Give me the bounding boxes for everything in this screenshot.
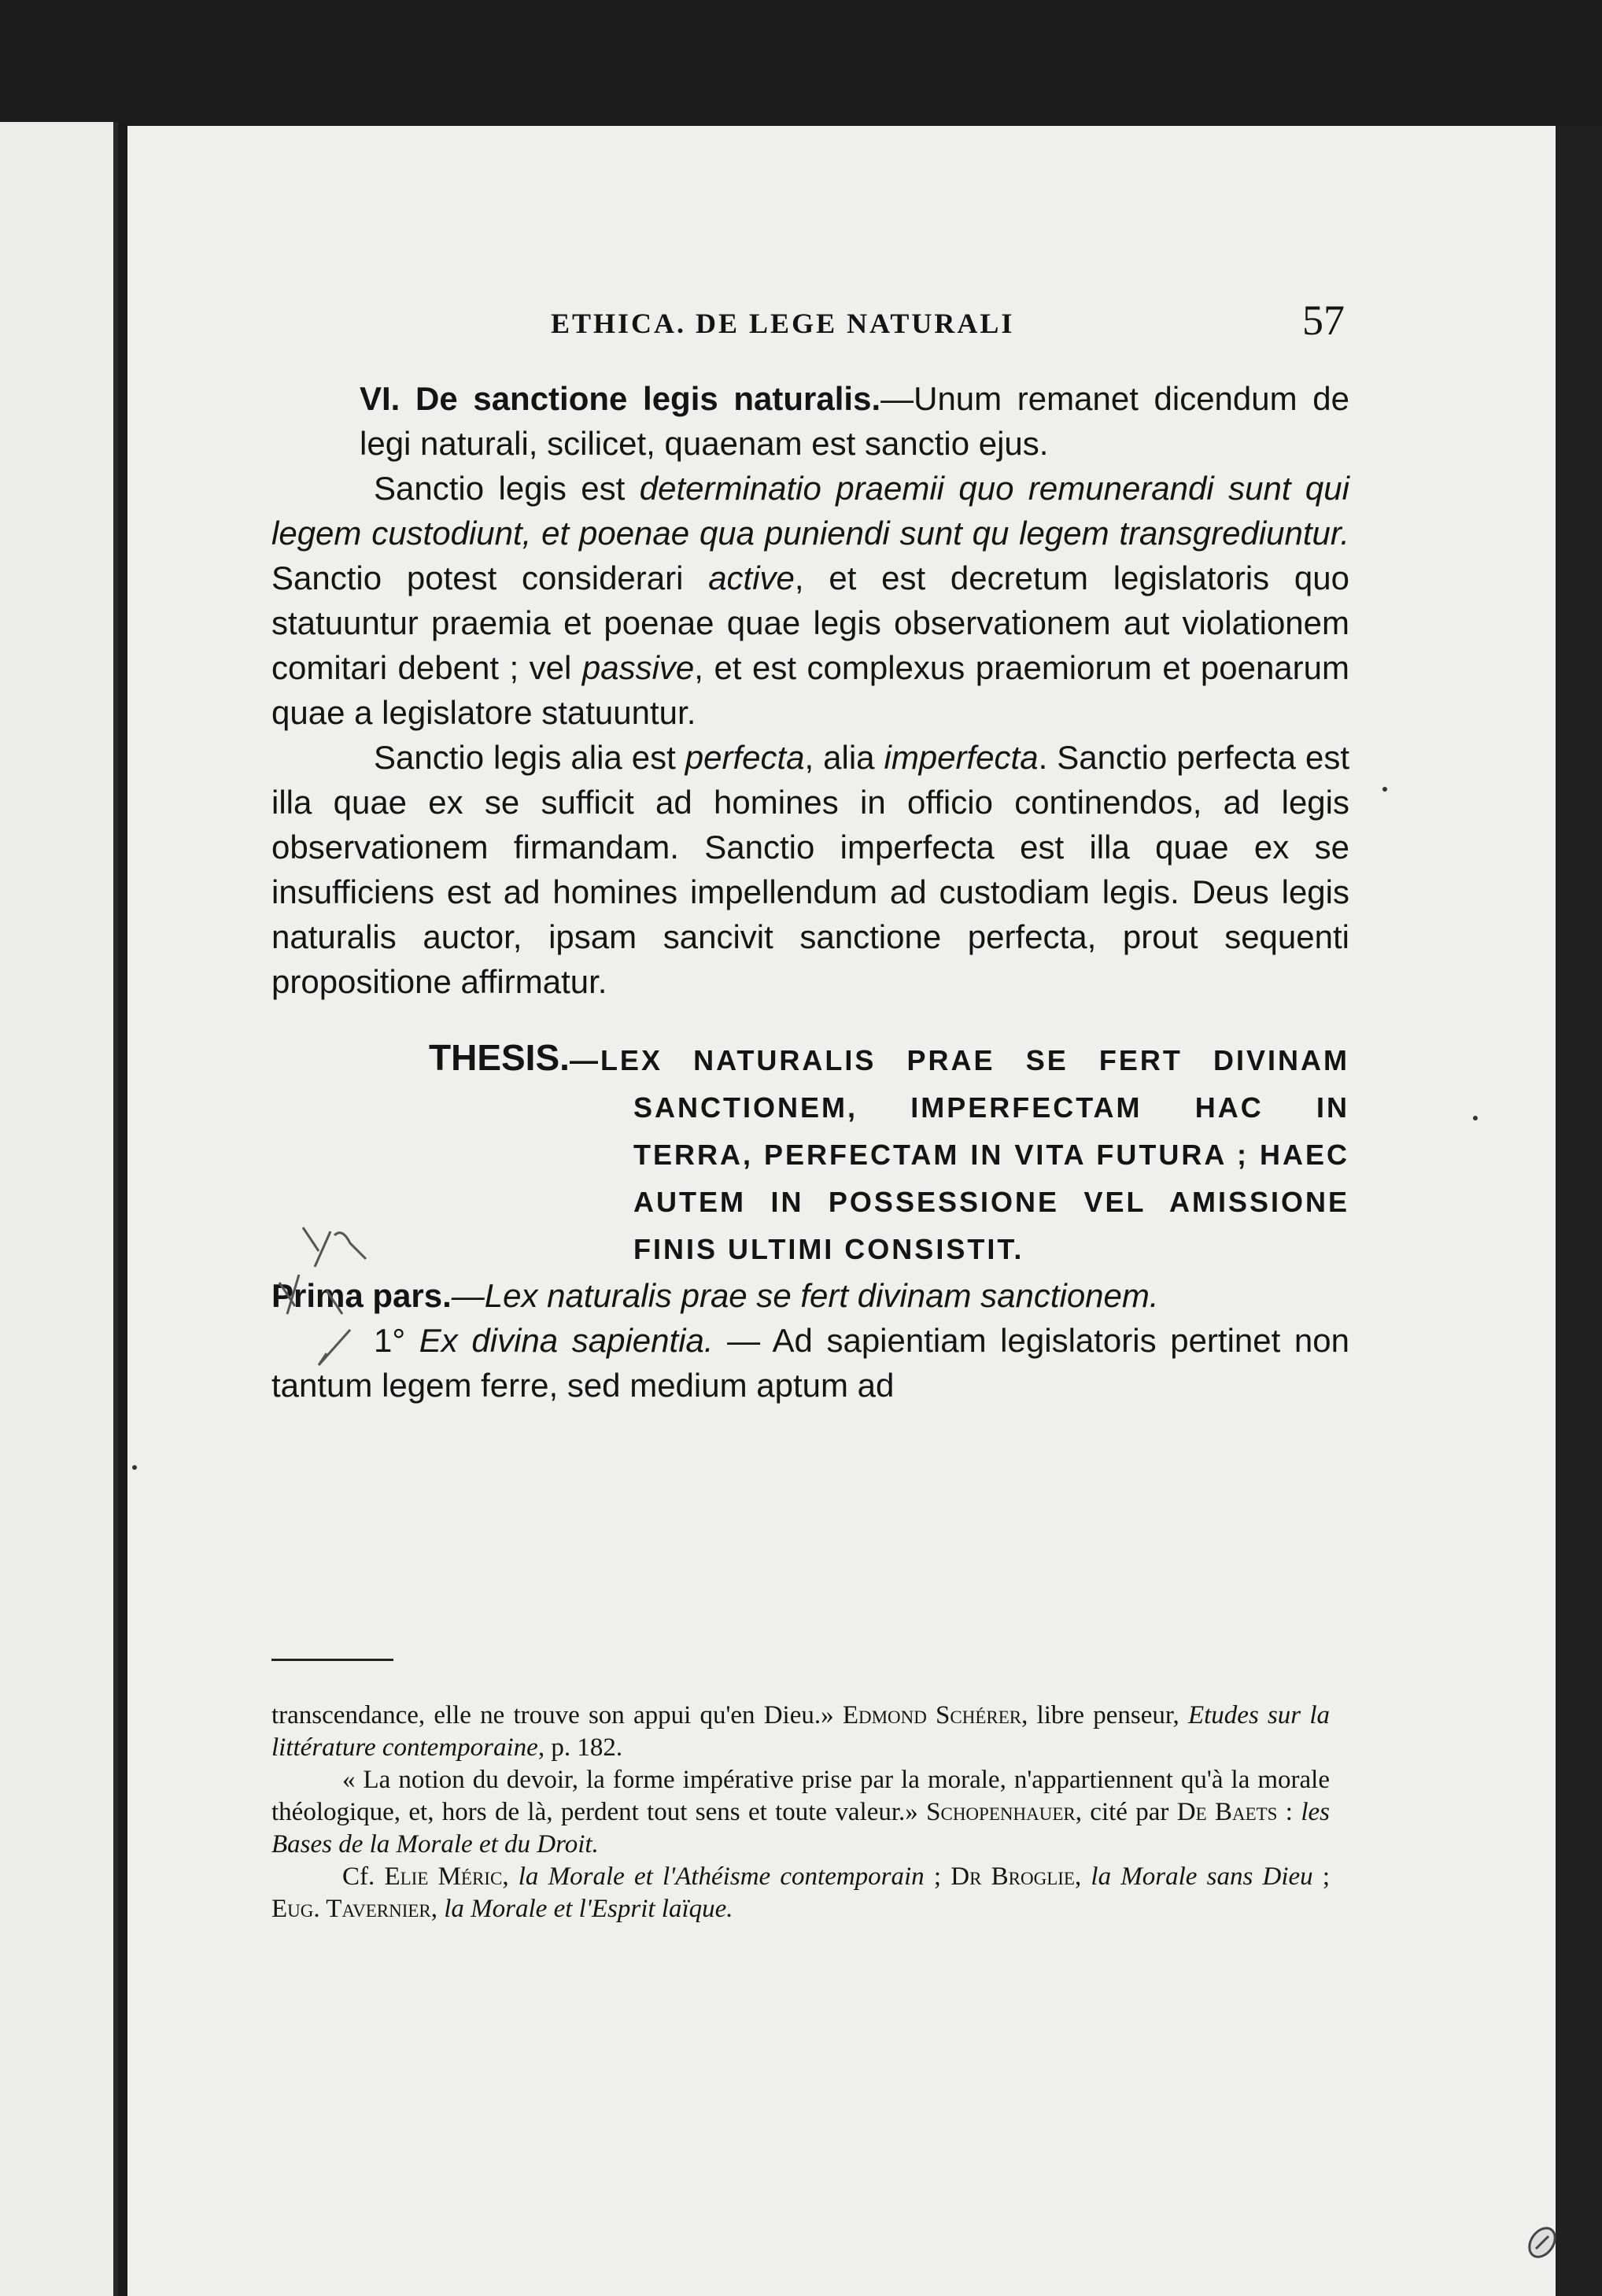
pencil-marginal-mark [256, 1212, 397, 1369]
text-run: , [430, 1895, 445, 1923]
speck-mark [1382, 787, 1387, 792]
book-title: Etudes sur la littérature contemporaine [271, 1701, 1330, 1762]
speck-mark [132, 1465, 137, 1470]
footnote-2 [271, 1764, 1330, 1861]
prima-pars-paragraph [271, 1273, 1349, 1318]
book-title: les Bases de la Morale et du Droit. [271, 1798, 1330, 1859]
running-head: ETHICA. DE LEGE NATURALI [551, 308, 1015, 339]
main-text [271, 376, 1349, 1408]
book-title: la Morale et l'Athéisme contemporain [518, 1862, 925, 1891]
point-1-paragraph [271, 1318, 1349, 1408]
text-run: , cité par [1075, 1798, 1177, 1826]
text-run: « La notion du devoir, la forme impérative prise par la morale, n'appartiennent qu'à la morale théologique, et, hors de là, perdent tout sens et toute valeur.» [271, 1766, 1330, 1826]
italic-run: imperfecta [884, 739, 1039, 776]
text-run: Sanctio legis alia est [374, 739, 685, 776]
text-run: , p. 182. [537, 1733, 623, 1762]
text-run: Sanctio legis est [374, 470, 640, 507]
section-paragraph-3 [271, 735, 1349, 1004]
prima-pars-text: —Lex naturalis prae se fert divinam sanctionem. [451, 1277, 1159, 1314]
author-name: Dr Broglie [950, 1862, 1075, 1891]
book-title: la Morale et l'Esprit laïque. [444, 1895, 733, 1923]
italic-run: perfecta [685, 739, 805, 776]
thesis-label: THESIS. [429, 1037, 570, 1078]
point-title: Ex divina sapientia. [419, 1322, 714, 1359]
book-title: la Morale sans Dieu [1091, 1862, 1313, 1891]
page-corner-mark [1519, 2219, 1566, 2266]
footnotes [271, 1700, 1330, 1925]
speck-mark [1473, 1116, 1478, 1120]
text-run: , [502, 1862, 519, 1891]
footnote-3 [271, 1861, 1330, 1925]
prima-pars-label: Prima pars. [271, 1277, 452, 1314]
text-run: : [1277, 1798, 1301, 1826]
point-text: — Ad sapientiam legislatoris pertinet non tantum legem ferre, sed medium aptum ad [271, 1322, 1349, 1404]
author-name: Eug. Tavernier [271, 1895, 431, 1923]
italic-run: passive [581, 649, 695, 686]
thesis-text: —LEX NATURALIS PRAE SE FERT DIVINAM SANCTIONEM, IMPERFECTAM HAC IN TERRA, PERFECTAM IN VITA FUTURA ; HAEC AUTEM IN POSSESSIONE VEL AMISSIONE FINIS ULTIMI CONSISTIT. [569, 1044, 1349, 1265]
text-run: Cf. [342, 1862, 385, 1891]
italic-run: active [708, 559, 795, 596]
text-run: , et est complexus praemiorum et poenarum quae a legislatore statuuntur. [271, 649, 1349, 731]
section-paragraph-2 [271, 466, 1349, 735]
author-name: Elie Méric [384, 1862, 503, 1891]
text-run: , alia [804, 739, 884, 776]
text-run: , [1074, 1862, 1091, 1891]
facing-page-edge [0, 122, 118, 2296]
thesis-block [429, 1034, 1349, 1273]
footnote-1 [271, 1700, 1330, 1764]
section-heading: VI. De sanctione legis naturalis. [360, 380, 881, 417]
section-paragraph-1 [271, 376, 1349, 466]
text-run: Sanctio potest considerari [271, 559, 709, 596]
author-name: Edmond Schérer [842, 1701, 1022, 1729]
point-number: 1° [374, 1322, 419, 1359]
page-number: 57 [1302, 297, 1345, 344]
footnote-rule [271, 1659, 393, 1661]
text-run: transcendance, elle ne trouve son appui qu'en Dieu.» [271, 1701, 843, 1729]
text-run: ; [924, 1862, 951, 1891]
text-run: , libre penseur, [1021, 1701, 1188, 1729]
text-run: . Sanctio perfecta est illa quae ex se sufficit ad homines in officio continendos, ad legis observationem firmandam. Sanctio imperfecta est illa quae ex se insufficiens est ad homines impellendum ad custodiam legis. Deus legis naturalis auctor, ipsam sancivit sanctione perfecta, prout sequenti propositione affirmatur. [271, 739, 1349, 1000]
author-name: Schopenhauer [926, 1798, 1076, 1826]
italic-run: determinatio praemii quo remunerandi sunt qui legem custodiunt, et poenae qua puniendi sunt qu legem transgrediuntur. [271, 470, 1349, 552]
paragraph-text: —Unum remanet dicendum de legi naturali, scilicet, quaenam est sanctio ejus. [360, 380, 1349, 462]
text-run: ; [1312, 1862, 1331, 1891]
author-name: De Baets [1176, 1798, 1278, 1826]
page-outer-edge [1556, 126, 1602, 2296]
text-run: , et est decretum legislatoris quo statuuntur praemia et poenae quae legis observationem aut violationem comitari debent ; vel [271, 559, 1349, 686]
